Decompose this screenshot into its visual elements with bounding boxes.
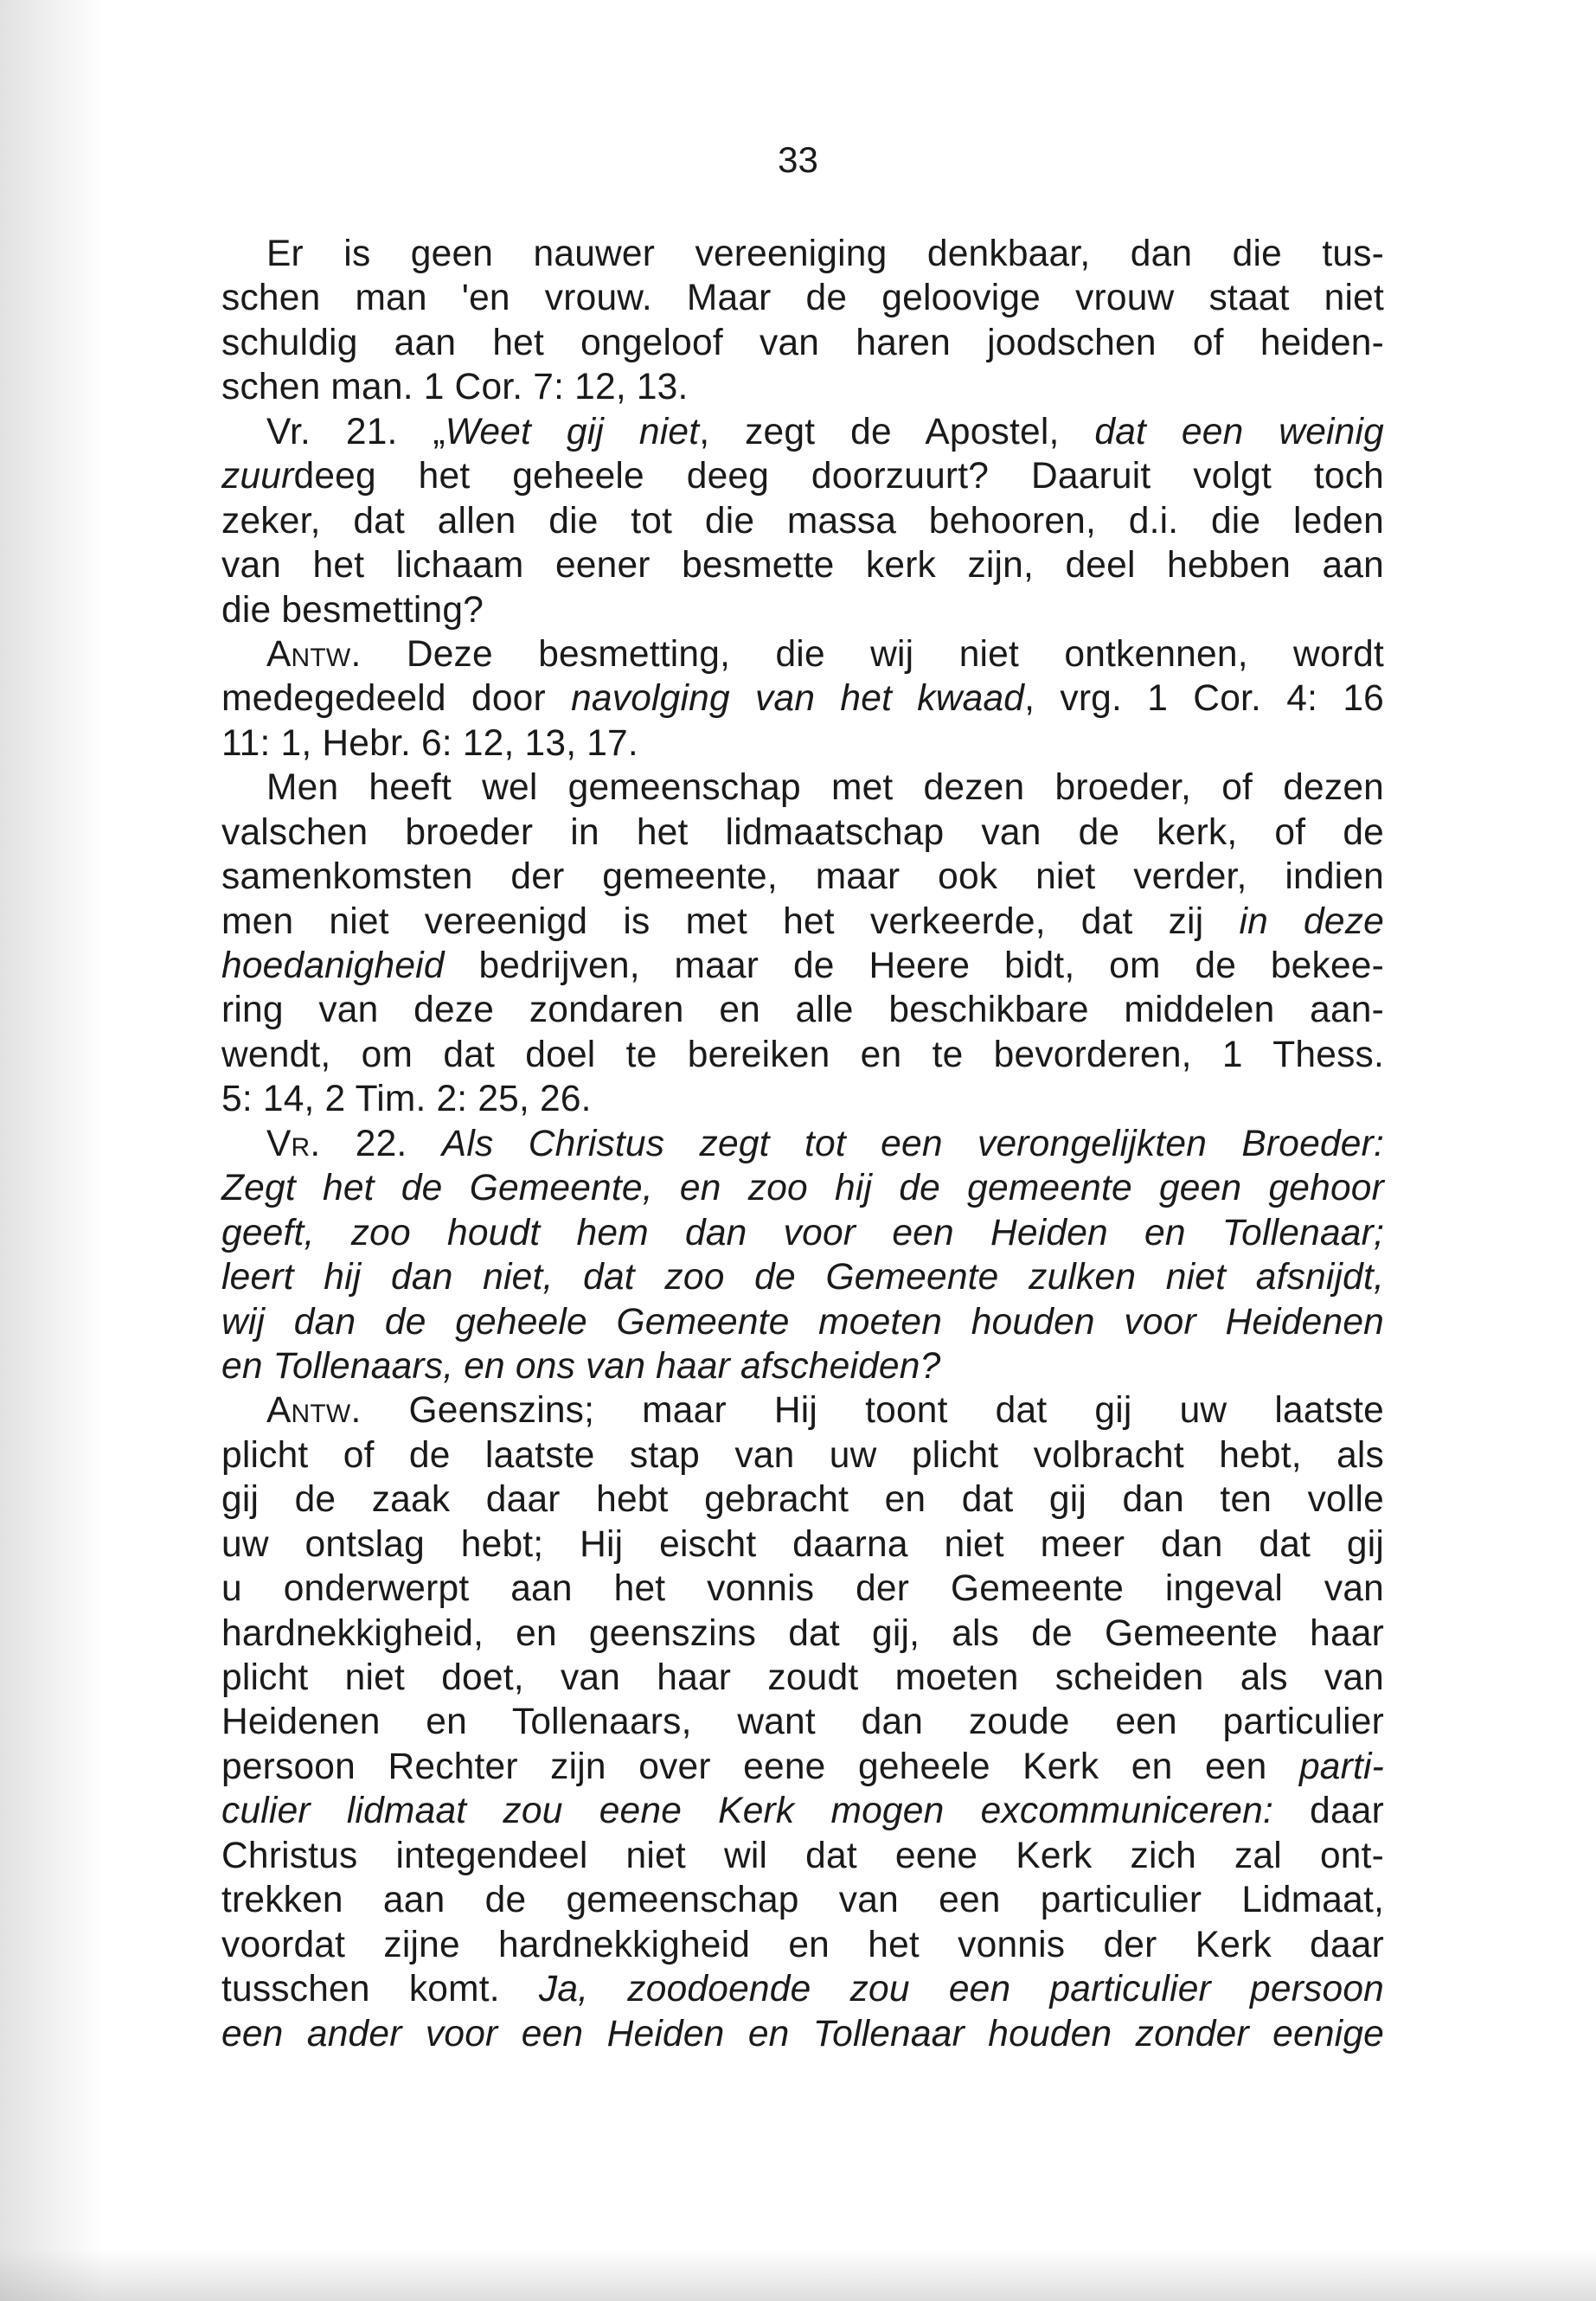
scan-edge-bottom [0,2249,1596,2301]
small-caps-label: Antw. [266,1390,362,1432]
italic-text: culier lidmaat zou eene Kerk mogen excommuniceren: [221,1791,1273,1832]
text-run: bedrijven, maar de Heere bidt, om de bekee- [444,945,1384,986]
text-run: 5: 14, 2 Tim. 2: 25, 26. [221,1079,592,1120]
italic-text: een ander voor een Heiden en Tollenaar houden zonder eenige [221,2013,1384,2054]
italic-text: hoedanigheid [221,945,445,986]
text-run: Geenszins; maar Hij toont dat gij uw laatste [361,1390,1384,1432]
text-line [221,1834,1384,1878]
text-run: gij de zaak daar hebt gebracht en dat gij dan ten volle [221,1479,1384,1521]
italic-text: geeft, zoo houdt hem dan voor een Heiden en Tollenaar; [221,1212,1384,1253]
text-line [221,721,1384,766]
italic-text: parti- [1298,1746,1384,1787]
text-line [221,1477,1384,1522]
text-line [221,1789,1384,1833]
text-run: van het lichaam eener besmette kerk zijn, deel hebben aan [221,545,1384,586]
text-line [221,1211,1384,1255]
italic-text: Zegt het de Gemeente, en zoo hij de gemeente geen gehoor [221,1168,1384,1209]
text-run: ring van deze zondaren en alle beschikbare middelen aan- [221,990,1384,1031]
text-line [221,1388,1384,1433]
text-run: persoon Rechter zijn over eene geheele Kerk en een [221,1746,1299,1787]
text-line [221,1567,1384,1611]
text-run: trekken aan de gemeenschap van een particulier Lidmaat, [221,1880,1384,1921]
text-line [221,1700,1384,1744]
text-line [221,365,1384,409]
italic-text: in deze [1239,901,1384,942]
text-run: wendt, om dat doel te bereiken en te bevorderen, 1 Thess. [221,1034,1384,1075]
italic-text: wij dan de geheele Gemeente moeten houden voor Heidenen [221,1301,1384,1343]
small-caps-label: Antw. [266,633,362,675]
text-run: , vrg. 1 Cor. 4: 16 [1024,678,1385,720]
page-number: 33 [778,139,818,180]
text-run: hardnekkigheid, en geenszins dat gij, als de Gemeente haar [221,1612,1384,1654]
text-run: samenkomsten der gemeente, maar ook niet verder, indien [221,856,1384,898]
italic-text: Ja, zoodoende zou een particulier persoon [538,1969,1385,2010]
text-run: plicht of de laatste stap van uw plicht volbracht hebt, als [221,1434,1384,1476]
italic-text: en Tollenaars, en ons van haar afscheiden? [221,1345,941,1387]
text-run: Vr. 21. „ [266,411,445,452]
text-line [221,1923,1384,1967]
text-run: Men heeft wel gemeenschap met dezen broeder, of dezen [266,767,1384,809]
italic-text: zuur [221,456,294,497]
text-run: valschen broeder in het lidmaatschap van de kerk, of de [221,811,1384,853]
text-line [221,766,1384,810]
text-run: Christus integendeel niet wil dat eene Kerk zich zal ont- [221,1835,1384,1876]
text-line [221,1656,1384,1700]
text-run: Deze besmetting, die wij niet ontkennen, wordt [361,633,1384,675]
text-line [221,1433,1384,1477]
text-line [221,1522,1384,1567]
text-line [221,1033,1384,1077]
text-line [221,232,1384,276]
scan-edge-left [0,0,104,2301]
text-line [221,543,1384,587]
text-run: zeker, dat allen die tot die massa behooren, d.i. die leden [221,500,1384,542]
text-run: u onderwerpt aan het vonnis der Gemeente ingeval van [221,1568,1384,1610]
text-run: schuldig aan het ongeloof van haren joodschen of heiden- [221,322,1384,363]
text-line [221,1077,1384,1121]
italic-text: navolging van het kwaad [571,678,1025,720]
text-line [221,1166,1384,1210]
text-run: , zegt de Apostel, [699,411,1095,452]
text-line [221,1122,1384,1166]
text-run: Er is geen nauwer vereeniging denkbaar, dan die tus- [266,234,1384,274]
text-run: Heidenen en Tollenaars, want dan zoude een particulier [221,1702,1384,1743]
text-run: uw ontslag hebt; Hij eischt daarna niet meer dan dat gij [221,1523,1384,1565]
text-run: 11: 1, Hebr. 6: 12, 13, 17. [221,722,638,764]
small-caps-label: Vr. [266,1123,321,1164]
text-line [221,1300,1384,1344]
text-line [221,1255,1384,1299]
italic-text: Weet gij niet [445,411,700,452]
text-line [221,410,1384,454]
text-run: voordat zijne hardnekkigheid en het vonnis der Kerk daar [221,1924,1384,1965]
text-line [221,588,1384,632]
text-line [221,900,1384,944]
text-run: deeg het geheele deeg doorzuurt? Daaruit volgt toch [293,456,1384,497]
text-run: plicht niet doet, van haar zoudt moeten scheiden als van [221,1657,1384,1698]
italic-text: Als Christus zegt tot een verongelijkten Broeder: [441,1123,1384,1164]
text-line [221,811,1384,855]
text-line [221,499,1384,543]
text-line [221,321,1384,365]
text-line [221,276,1384,320]
text-run: men niet vereenigd is met het verkeerde, dat zij [221,901,1240,942]
italic-text: leert hij dan niet, dat zoo de Gemeente zulken niet afsnijdt, [221,1257,1384,1298]
text-line [221,632,1384,676]
text-run: tusschen komt. [221,1969,539,2010]
text-line [221,454,1384,498]
text-line [221,944,1384,988]
text-line [221,1878,1384,1922]
text-run: daar [1273,1791,1384,1832]
text-line [221,855,1384,899]
text-run: schen man 'en vrouw. Maar de geloovige vrouw staat niet [221,278,1384,319]
italic-text: dat een weinig [1094,411,1384,452]
text-line [221,2012,1384,2056]
body-text [221,232,1384,2056]
text-run: die besmetting? [221,589,484,631]
text-line [221,1745,1384,1789]
text-run: medegedeeld door [221,678,572,720]
text-line [221,1612,1384,1656]
text-line [221,676,1384,721]
text-run: 22. [320,1123,442,1164]
text-run: schen man. 1 Cor. 7: 12, 13. [221,367,689,408]
text-line [221,1344,1384,1388]
text-line [221,988,1384,1032]
text-line [221,1967,1384,2011]
